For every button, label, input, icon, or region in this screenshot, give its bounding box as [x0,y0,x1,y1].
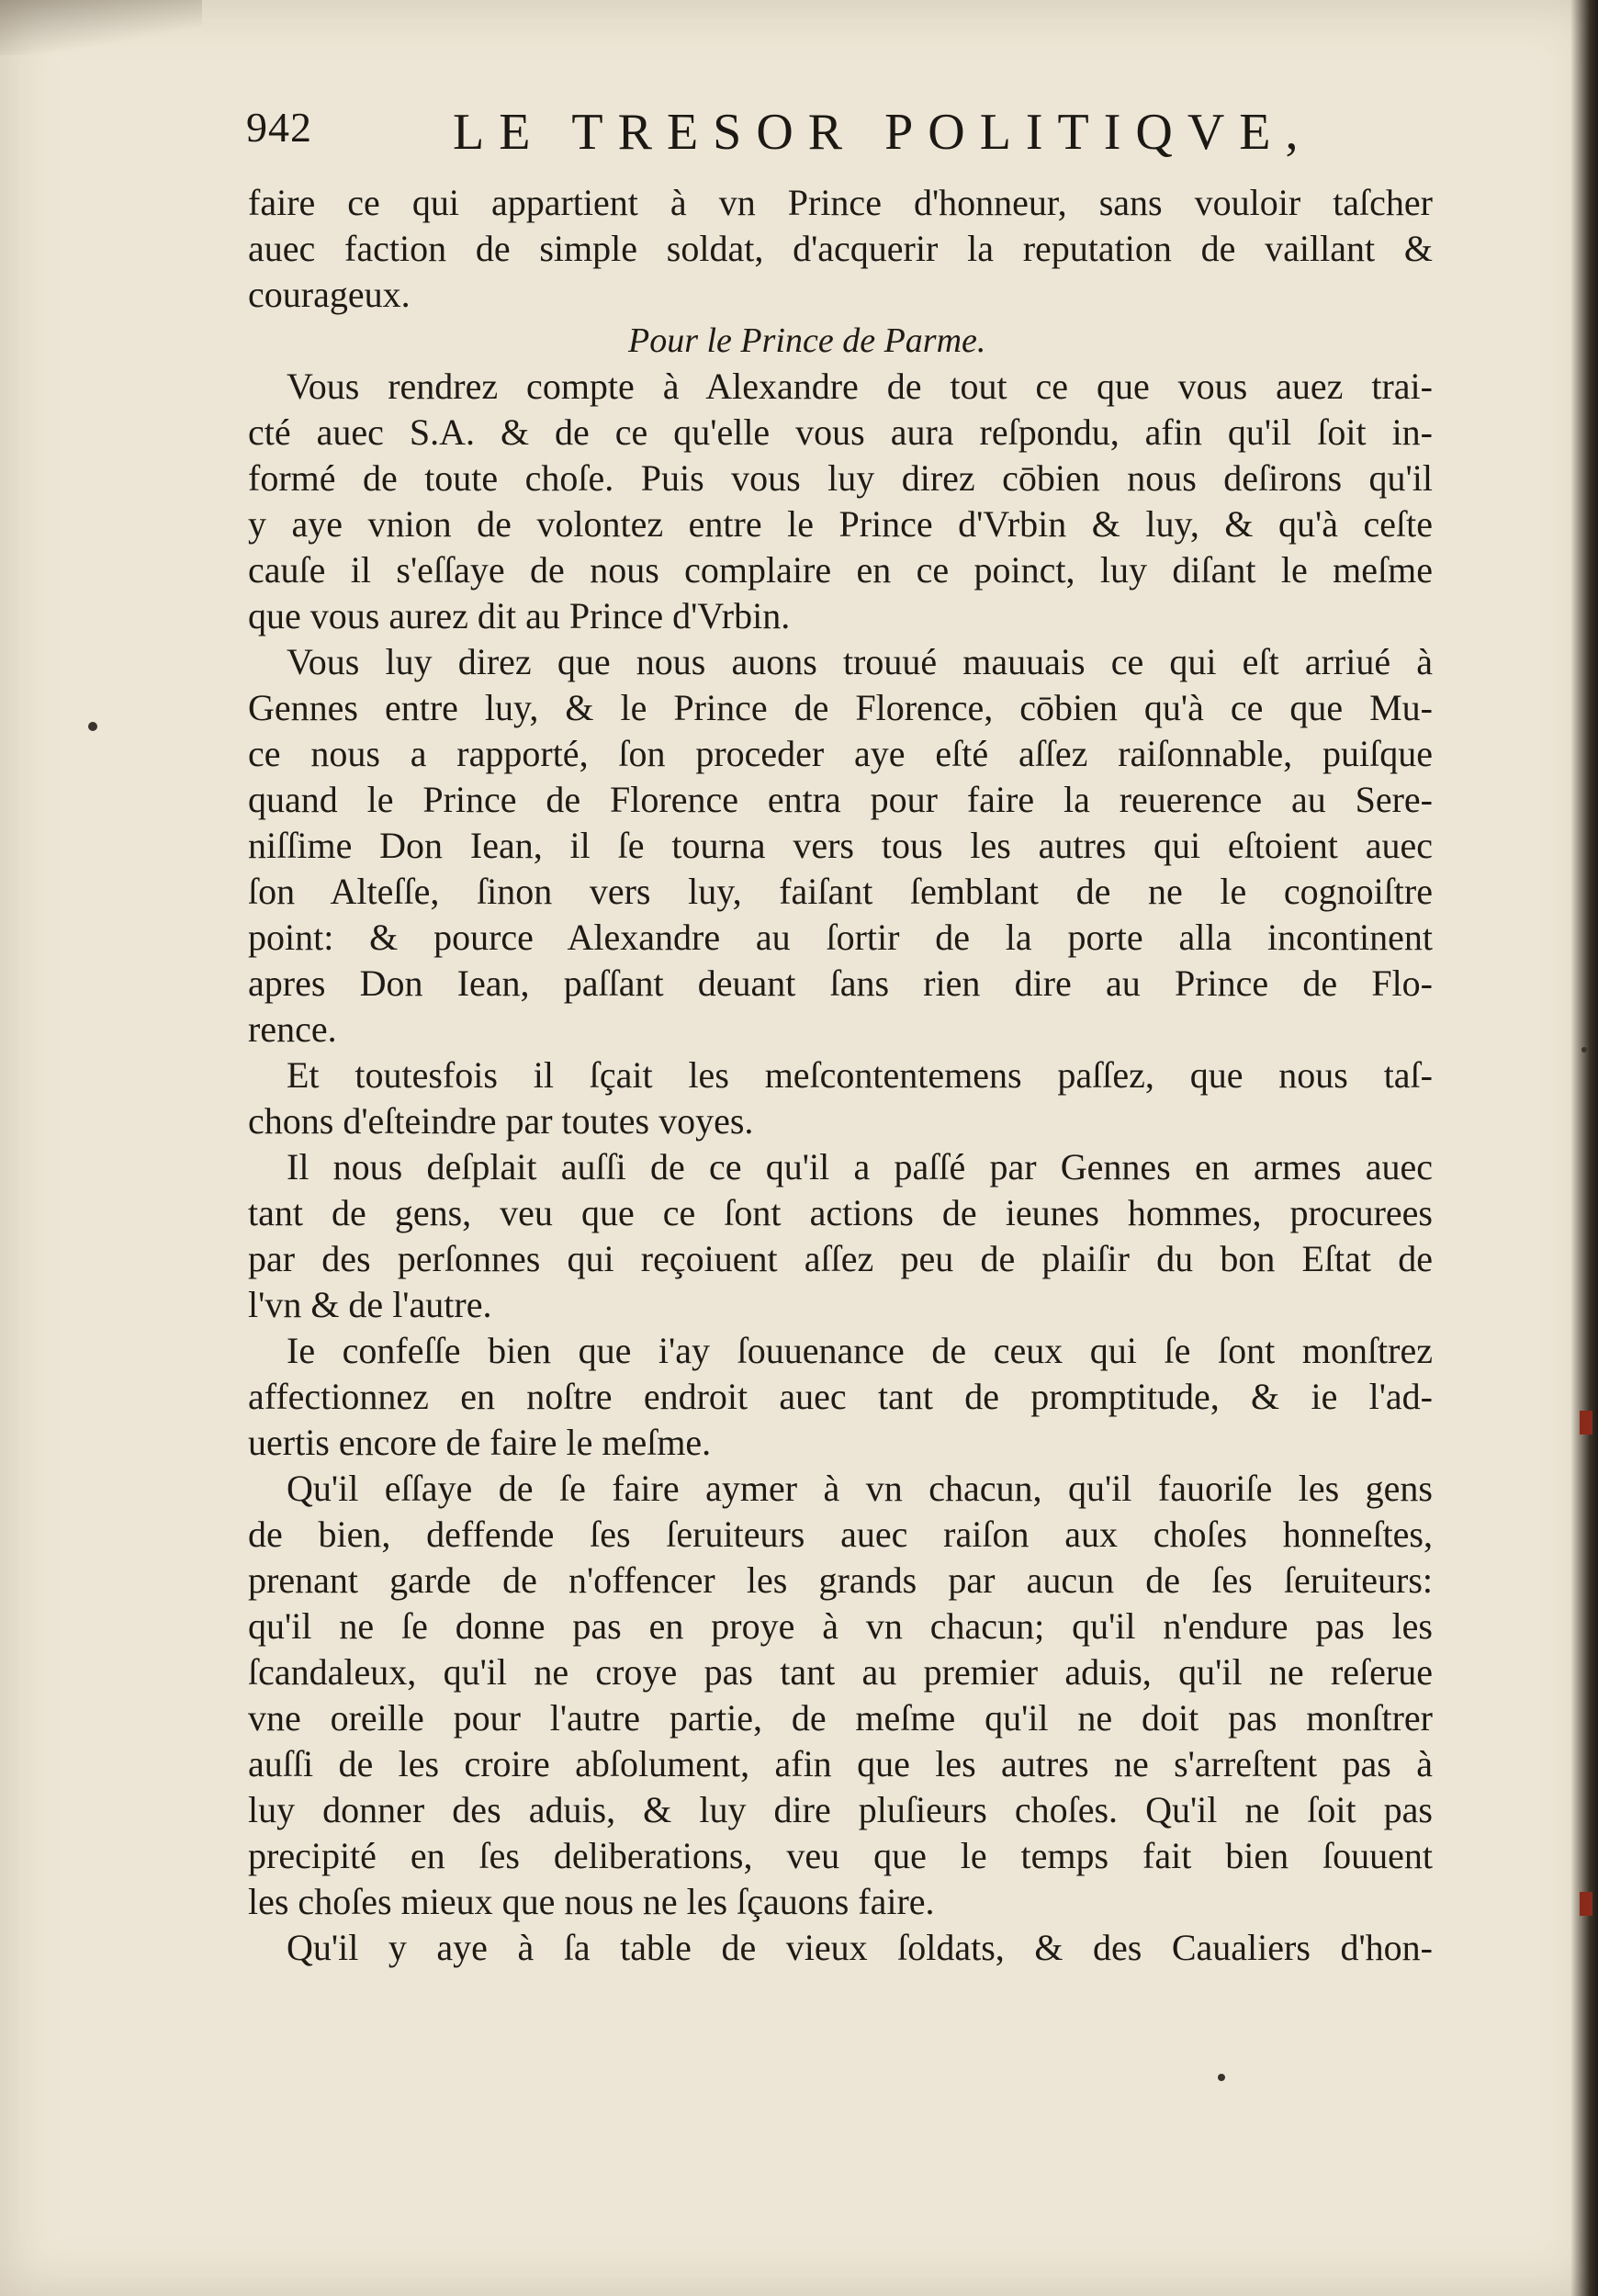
section-heading: Pour le Prince de Parme. [628,321,986,360]
ink-speck [88,722,97,731]
body-text [248,180,1433,1971]
text-line: tant de gens, veu que ce ſont actions de ieunes hommes, procurees [248,1192,1433,1233]
text-line: y aye vnion de volontez entre le Prince d'Vrbin & luy, & qu'à ceſte [248,503,1433,545]
text-line: Qu'il eſſaye de ſe faire aymer à vn chacun, qu'il fauoriſe les gens [287,1468,1433,1509]
text-line: Gennes entre luy, & le Prince de Florence, cōbien qu'à ce que Mu- [248,687,1433,728]
text-line: point: & pource Alexandre au ſortir de la porte alla incontinent [248,917,1433,958]
text-line: quand le Prince de Florence entra pour faire la reuerence au Sere- [248,779,1433,820]
page-header [246,103,1468,167]
text-line: vne oreille pour l'autre partie, de meſme qu'il ne doit pas monſtrer [248,1697,1433,1739]
page-number: 942 [246,104,312,151]
running-title: LE TRESOR POLITIQVE, [453,104,1313,161]
text-line: cauſe il s'eſſaye de nous complaire en ce poinct, luy diſant le meſme [248,549,1433,591]
text-line: uertis encore de faire le meſme. [248,1422,712,1463]
text-line: apres Don Iean, paſſant deuant ſans rien dire au Prince de Flo- [248,962,1433,1004]
text-line: que vous aurez dit au Prince d'Vrbin. [248,595,791,636]
text-line: formé de toute choſe. Puis vous luy direz cōbien nous deſirons qu'il [248,457,1433,499]
text-line: affectionnez en noſtre endroit auec tant de promptitude, & ie l'ad- [248,1376,1433,1417]
text-line: ſcandaleux, qu'il ne croye pas tant au premier aduis, qu'il ne reſerue [248,1651,1433,1693]
text-line: luy donner des aduis, & luy dire pluſieurs choſes. Qu'il ne ſoit pas [248,1789,1433,1830]
text-line: Et toutesfois il ſçait les meſcontentemens paſſez, que nous taſ- [287,1054,1433,1096]
text-line: Vous luy direz que nous auons trouué mauuais ce qui eſt arriué à [287,641,1433,682]
text-line: l'vn & de l'autre. [248,1284,492,1325]
binding-tab [1580,1411,1592,1435]
text-line: rence. [248,1008,337,1050]
text-line: Qu'il y aye à ſa table de vieux ſoldats, & des Caualiers d'hon- [287,1927,1433,1968]
text-line: ce nous a rapporté, ſon proceder aye eſté aſſez raiſonnable, puiſque [248,733,1433,774]
text-line: prenant garde de n'offencer les grands par aucun de ſes ſeruiteurs: [248,1559,1433,1601]
text-line: Il nous deſplait auſſi de ce qu'il a paſſé par Gennes en armes auec [287,1146,1433,1187]
text-line: courageux. [248,274,411,315]
text-line: auec faction de simple soldat, d'acquerir la reputation de vaillant & [248,228,1433,269]
text-line: cté auec S.A. & de ce qu'elle vous aura reſpondu, afin qu'il ſoit in- [248,411,1433,453]
text-line: de bien, deffende ſes ſeruiteurs auec raiſon aux choſes honneſtes, [248,1514,1433,1555]
text-line: ſon Alteſſe, ſinon vers luy, faiſant ſemblant de ne le cognoiſtre [248,871,1433,912]
text-line: chons d'eſteindre par toutes voyes. [248,1100,754,1142]
text-line: Ie confeſſe bien que i'ay ſouuenance de ceux qui ſe ſont monſtrez [287,1330,1433,1371]
ink-speck [1581,1047,1587,1052]
text-line: niſſime Don Iean, il ſe tourna vers tous les autres qui eſtoient auec [248,825,1433,866]
text-line: qu'il ne ſe donne pas en proye à vn chacun; qu'il n'endure pas les [248,1605,1433,1647]
binding-tab [1580,1892,1592,1916]
text-line: Vous rendrez compte à Alexandre de tout ce que vous auez trai- [287,366,1433,407]
ink-speck [1218,2074,1225,2081]
text-line: precipité en ſes deliberations, veu que le temps fait bien ſouuent [248,1835,1433,1876]
text-line: faire ce qui appartient à vn Prince d'honneur, sans vouloir taſcher [248,182,1433,223]
text-line: les choſes mieux que nous ne les ſçauons faire. [248,1881,935,1922]
text-line: auſſi de les croire abſolument, afin que les autres ne s'arreſtent pas à [248,1743,1433,1784]
text-line: par des perſonnes qui reçoiuent aſſez peu de plaiſir du bon Eſtat de [248,1238,1433,1279]
